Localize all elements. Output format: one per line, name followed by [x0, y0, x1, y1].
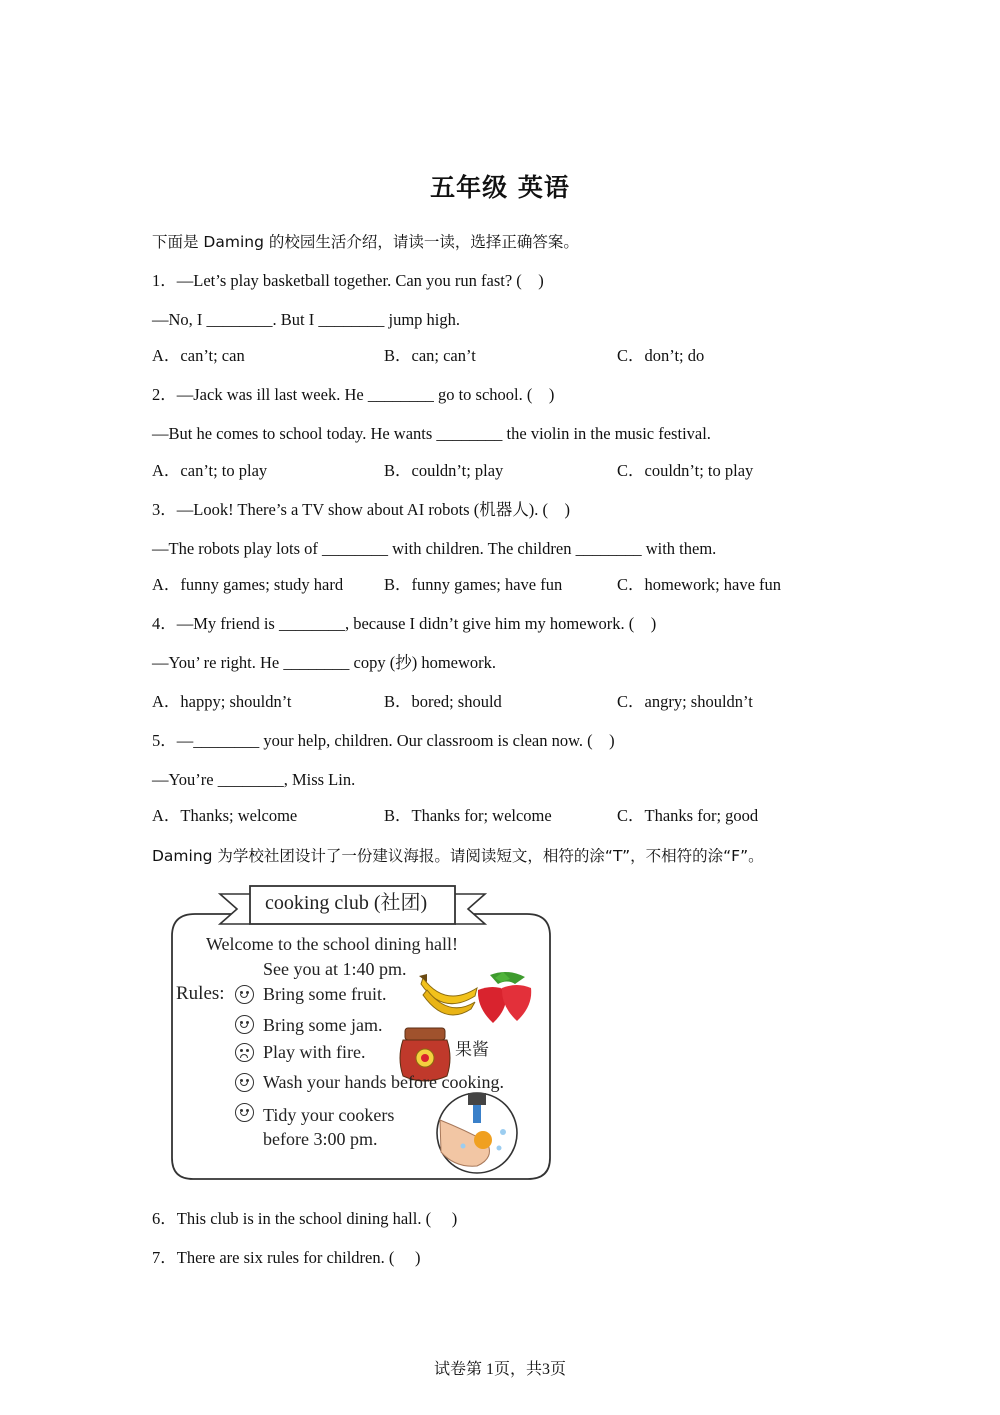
option-a[interactable]: A．happy; shouldn’t	[152, 692, 292, 711]
poster-welcome: Welcome to the school dining hall!	[206, 934, 458, 954]
page-title: 五年级 英语	[430, 173, 570, 202]
strawberry-icon	[478, 972, 531, 1023]
rule-5: Tidy your cookers	[263, 1105, 395, 1125]
jam-label: 果酱	[455, 1040, 489, 1060]
handwash-icon	[437, 1093, 517, 1173]
banana-icon	[419, 974, 477, 1015]
smiley-face-icon	[235, 1073, 254, 1092]
question-2: 2．—Jack was ill last week. He ________ go to school. ( )	[152, 385, 555, 404]
option-a[interactable]: A．funny games; study hard	[152, 575, 344, 594]
section2-intro: Daming 为学校社团设计了一份建议海报。请阅读短文，相符的涂“T”，不相符的涂“F”。	[152, 847, 764, 865]
question-1: 1．—Let’s play basketball together. Can you run fast? ( )	[152, 271, 544, 290]
rules-label: Rules:	[176, 983, 225, 1004]
question-1-reply: —No, I ________. But I ________ jump high.	[152, 310, 460, 329]
rule-2: Bring some jam.	[263, 1015, 383, 1035]
option-c[interactable]: C．angry; shouldn’t	[617, 692, 753, 711]
sad-face-icon	[235, 1043, 254, 1062]
rule-4: Wash your hands before cooking.	[263, 1072, 504, 1092]
cooking-club-poster	[165, 880, 560, 1185]
option-b[interactable]: B．Thanks for; welcome	[384, 806, 552, 825]
question-6: 6．This club is in the school dining hall. ( )	[152, 1209, 458, 1228]
question-4: 4．—My friend is ________, because I didn’t give him my homework. ( )	[152, 614, 657, 633]
smiley-face-icon	[235, 1103, 254, 1122]
option-a[interactable]: A．can’t; to play	[152, 461, 268, 480]
question-7: 7．There are six rules for children. ( )	[152, 1248, 421, 1267]
rule-5-continued: before 3:00 pm.	[263, 1129, 378, 1149]
question-2-reply: —But he comes to school today. He wants ________ the violin in the music festival.	[152, 424, 711, 443]
option-a[interactable]: A．Thanks; welcome	[152, 806, 298, 825]
poster-time: See you at 1:40 pm.	[263, 959, 407, 979]
question-3: 3．—Look! There’s a TV show about AI robots (机器人). ( )	[152, 500, 570, 519]
smiley-face-icon	[235, 985, 254, 1004]
option-b[interactable]: B．bored; should	[384, 692, 502, 711]
option-b[interactable]: B．couldn’t; play	[384, 461, 504, 480]
option-c[interactable]: C．homework; have fun	[617, 575, 782, 594]
rule-3: Play with fire.	[263, 1042, 366, 1062]
option-c[interactable]: C．don’t; do	[617, 346, 705, 365]
option-c[interactable]: C．couldn’t; to play	[617, 461, 754, 480]
poster-banner: cooking club (社团)	[265, 892, 428, 914]
page-footer: 试卷第 1页，共3页	[433, 1361, 566, 1378]
option-b[interactable]: B．funny games; have fun	[384, 575, 563, 594]
section1-intro: 下面是 Daming 的校园生活介绍，请读一读，选择正确答案。	[152, 233, 579, 251]
option-a[interactable]: A．can’t; can	[152, 346, 245, 365]
question-3-reply: —The robots play lots of ________ with children. The children ________ with them.	[152, 539, 717, 558]
question-5-reply: —You’re ________, Miss Lin.	[152, 770, 356, 789]
question-4-reply: —You’ re right. He ________ copy (抄) homework.	[152, 653, 497, 672]
rule-1: Bring some fruit.	[263, 984, 387, 1004]
option-c[interactable]: C．Thanks for; good	[617, 806, 759, 825]
question-5: 5．—________ your help, children. Our classroom is clean now. ( )	[152, 731, 615, 750]
smiley-face-icon	[235, 1015, 254, 1034]
option-b[interactable]: B．can; can’t	[384, 346, 476, 365]
